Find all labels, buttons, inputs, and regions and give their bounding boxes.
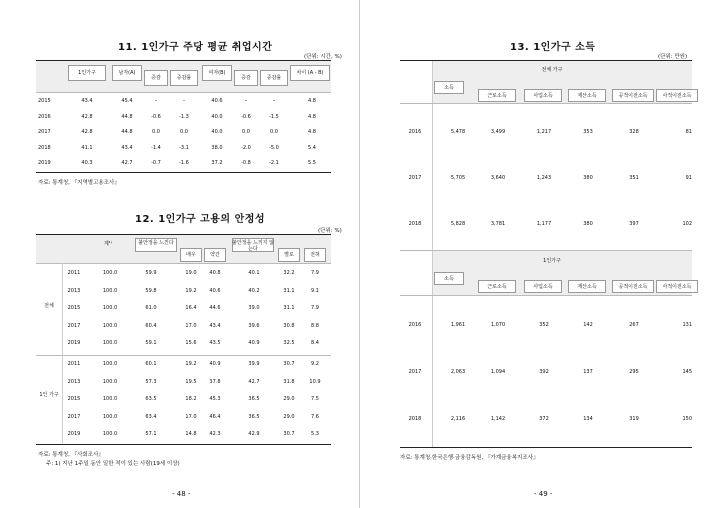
table-cell: – [272,98,276,104]
table-cell: 39.0 [248,305,260,311]
table-cell: 81 [685,129,692,135]
table-cell: 7.9 [311,270,319,276]
group-label: 전체 가구 [541,67,563,73]
header-cell: 불안정을 느낀다 [138,240,174,246]
table-cell: 31.8 [283,378,295,385]
table-cell: 100.0 [102,413,118,420]
table-cell: 0.0 [180,129,188,135]
header-cell: 증감률 [176,75,192,81]
table-cell: 328 [629,129,639,135]
table-cell: 2019 [67,431,81,437]
table-cell: 17.0 [185,413,197,420]
table-cell: -1.5 [269,113,279,120]
table-cell: 91 [685,175,692,181]
table-cell: 31.1 [283,287,295,294]
table-cell: 2016 [408,129,422,135]
table-cell: 372 [539,416,549,422]
table-cell: 137 [583,369,593,375]
table-cell: 0.0 [242,129,250,135]
table-cell: 2016 [408,322,422,328]
table-cell: 380 [583,221,593,227]
table-cell: 60.1 [145,361,157,367]
table-cell: 2015 [38,98,51,104]
table-cell: 2019 [38,160,51,166]
header-cell: 재산소득 [577,284,597,290]
table-cell: 150 [682,416,692,422]
table-cell: 380 [583,175,593,181]
table-cell: 2018 [408,221,422,227]
table-cell: 31.1 [283,305,295,311]
table-cell: 42.7 [248,378,260,385]
table-cell: 19.5 [185,378,197,385]
table-cell: 39.9 [248,361,260,367]
table-cell: 42.8 [81,129,93,135]
table-cell: 100.0 [102,378,118,385]
table-cell: 2011 [67,270,81,276]
table-cell: 46.4 [209,413,221,420]
header-cell: 차이 (A - B) [296,70,324,76]
table-cell: 39.6 [248,322,260,329]
table-cell: 59.8 [145,287,157,294]
group-label: 전체 [44,303,54,309]
rule [432,251,433,447]
table-cell: 5.4 [308,144,316,151]
table-cell: 2,063 [450,369,466,375]
rule [36,263,331,264]
table-cell: 63.5 [145,396,157,402]
table-cell: 40.6 [209,287,221,294]
header-cell: 계¹⁾ [103,241,113,247]
header-cell: 증감 [241,75,251,81]
table-cell: 8.8 [311,322,319,329]
page-49 [362,0,720,508]
table-cell: 2013 [67,378,81,385]
header-cell: 1인가구 [78,70,96,76]
table-cell: 40.9 [248,340,260,346]
table-cell: 7.6 [311,413,319,420]
table-cell: 16.4 [185,305,197,311]
table-cell: 40.8 [209,270,221,276]
table-cell: 19.0 [185,270,197,276]
table-cell: 1,142 [490,416,506,422]
table-cell: 38.0 [211,144,223,151]
rule [432,61,433,251]
table-cell: -1.4 [151,144,161,151]
table-cell: 40.2 [248,287,260,294]
table-12-note: 주: 1) 지난 1주일 동안 일한 적이 있는 사람(19세 이상) [46,461,180,467]
table-cell: -2.0 [241,144,251,151]
table-cell: 134 [583,416,593,422]
header-cell: 소득 [444,85,454,91]
page-48 [0,0,358,508]
table-cell: 1,243 [536,175,552,181]
table-cell: 19.2 [185,361,197,367]
group-label: 1인 가구 [39,392,59,398]
table-12-title: 12. 1인가구 고용의 안정성 [135,214,266,225]
table-cell: 40.3 [81,160,93,166]
table-cell: 1,070 [490,322,506,328]
rule [400,103,692,104]
rule [36,92,331,93]
table-cell: 29.0 [283,396,295,402]
header-cell: 매우 [186,252,196,258]
table-cell: – [244,98,248,104]
table-cell: 40.6 [211,98,223,104]
table-cell: – [154,98,158,104]
table-cell: 2017 [67,413,81,420]
header-cell: 여자(B) [208,70,226,76]
table-cell: 2017 [67,322,81,329]
table-cell: 43.4 [81,98,93,104]
table-cell: 0.0 [152,129,160,135]
table-cell: 352 [539,322,549,328]
table-cell: 42.8 [81,113,93,120]
table-cell: 2015 [67,396,81,402]
table-12-unit: (단위: %) [318,228,342,234]
header-cell: 약간 [210,252,220,258]
table-13-source: 자료: 통계청·한국은행·금융감독원, 『가계금융복지조사』 [400,455,539,461]
table-cell: 2016 [38,113,51,120]
table-cell: 41.1 [81,144,93,151]
table-cell: 30.8 [283,322,295,329]
table-cell: -3.1 [179,144,189,151]
header-cell: 소득 [444,276,454,282]
table-cell: -0.8 [241,160,251,166]
table-cell: 5,705 [450,175,466,181]
header-cell: 근로소득 [487,93,507,99]
table-cell: 43.4 [121,144,133,151]
page-number: - 49 - [534,490,553,498]
table-cell: 19.2 [185,287,197,294]
table-cell: 45.3 [209,396,221,402]
table-11-unit: (단위: 시간, %) [304,54,342,60]
table-cell: 319 [629,416,639,422]
rule [400,295,692,296]
table-cell: 1,961 [450,322,466,328]
rule [36,172,331,173]
page-number: - 48 - [172,490,191,498]
table-cell: 2018 [38,144,51,151]
header-cell: 사업소득 [533,93,553,99]
rule [36,355,331,356]
page-divider [359,0,360,508]
table-13-title: 13. 1인가구 소득 [510,42,596,53]
table-cell: 353 [583,129,593,135]
table-cell: 100.0 [102,322,118,329]
table-cell: -1.6 [179,160,189,166]
table-cell: 1,177 [536,221,552,227]
table-cell: 2013 [67,287,81,294]
table-cell: 145 [682,369,692,375]
table-cell: 0.0 [270,129,278,135]
table-cell: -2.1 [269,160,279,166]
table-cell: -1.3 [179,113,189,120]
table-cell: 40.0 [211,129,223,135]
table-cell: 7.9 [311,305,319,311]
table-cell: 2017 [408,175,422,181]
table-cell: 36.5 [248,413,260,420]
table-cell: 44.8 [121,129,133,135]
table-cell: 5,478 [450,129,466,135]
table-cell: 100.0 [102,287,118,294]
table-cell: 3,781 [490,221,506,227]
table-cell: -5.0 [269,144,279,151]
table-cell: 9.1 [311,287,319,294]
table-cell: 2019 [67,340,81,346]
table-cell: -0.6 [241,113,251,120]
table-cell: 18.2 [185,396,197,402]
table-cell: 7.5 [311,396,319,402]
table-cell: 36.5 [248,396,260,402]
table-cell: 2015 [67,305,81,311]
table-cell: 63.4 [145,413,157,420]
table-cell: 37.8 [209,378,221,385]
table-cell: 43.4 [209,322,221,329]
table-cell: 42.9 [248,431,260,437]
header-cell: 전혀 [310,252,320,258]
table-cell: 40.9 [209,361,221,367]
header-cell: 증감률 [266,75,282,81]
table-cell: 5.3 [311,431,319,437]
table-cell: 10.9 [309,378,321,385]
table-cell: 32.5 [283,340,295,346]
table-cell: 1,094 [490,369,506,375]
table-cell: 30.7 [283,361,295,367]
table-cell: 57.1 [145,431,157,437]
table-cell: 45.4 [121,98,133,104]
header-cell: 별로 [284,252,294,258]
table-cell: 44.8 [121,113,133,120]
table-cell: 2017 [408,369,422,375]
table-cell: 2017 [38,129,51,135]
table-cell: 29.0 [283,413,295,420]
table-cell: 30.7 [283,431,295,437]
table-cell: 5.5 [308,160,316,166]
header-cell: 남자(A) [118,70,136,76]
header-cell: 사적이전소득 [662,93,692,99]
table-13-unit: (단위: 만원) [658,54,688,60]
table-cell: 267 [629,322,639,328]
table-cell: 142 [583,322,593,328]
rule [36,444,331,445]
table-cell: 15.6 [185,340,197,346]
table-cell: 3,640 [490,175,506,181]
table-cell: 32.2 [283,270,295,276]
table-cell: 100.0 [102,340,118,346]
table-cell: 397 [629,221,639,227]
header-cell: 재산소득 [577,93,597,99]
table-cell: 37.2 [211,160,223,166]
table-cell: 60.4 [145,322,157,329]
table-cell: -0.6 [151,113,161,120]
table-cell: 295 [629,369,639,375]
table-cell: 100.0 [102,305,118,311]
table-cell: 102 [682,221,692,227]
header-cell: 공적이전소득 [618,93,648,99]
table-cell: 57.3 [145,378,157,385]
group-label: 1인가구 [543,258,561,264]
table-cell: 14.8 [185,431,197,437]
table-cell: 2011 [67,361,81,367]
header-cell: 사업소득 [533,284,553,290]
table-cell: 3,499 [490,129,506,135]
header-cell: 공적이전소득 [618,284,648,290]
rule [400,447,692,448]
table-cell: 100.0 [102,361,118,367]
table-12-source: 자료: 통계청, 『사회조사』 [38,452,104,458]
table-cell: 42.7 [121,160,133,166]
table-cell: 2018 [408,416,422,422]
table-cell: 100.0 [102,396,118,402]
table-cell: 100.0 [102,431,118,437]
table-cell: 40.1 [248,270,260,276]
table-cell: 17.0 [185,322,197,329]
table-cell: 351 [629,175,639,181]
header-cell: 증감 [151,75,161,81]
table-cell: 43.5 [209,340,221,346]
table-cell: 392 [539,369,549,375]
table-cell: 4.8 [308,113,316,120]
table-cell: 2,116 [450,416,466,422]
table-cell: 8.4 [311,340,319,346]
table-cell: 61.0 [145,305,157,311]
table-cell: 59.9 [145,270,157,276]
table-cell: 44.6 [209,305,221,311]
table-cell: 4.8 [308,129,316,135]
table-cell: – [182,98,186,104]
table-cell: 59.1 [145,340,157,346]
table-cell: 9.2 [311,361,319,367]
table-cell: 40.0 [211,113,223,120]
table-cell: 100.0 [102,270,118,276]
table-cell: 131 [682,322,692,328]
table-cell: 1,217 [536,129,552,135]
table-11-source: 자료: 통계청, 『지역별고용조사』 [38,180,120,186]
table-11-title: 11. 1인가구 주당 평균 취업시간 [118,42,273,53]
header-cell: 근로소득 [487,284,507,290]
table-cell: -0.7 [151,160,161,166]
table-cell: 5,828 [450,221,466,227]
table-cell: 4.8 [308,98,316,104]
table-cell: 42.3 [209,431,221,437]
header-cell: 불안정을 느끼지 않는다 [232,240,274,252]
header-cell: 사적이전소득 [662,284,692,290]
